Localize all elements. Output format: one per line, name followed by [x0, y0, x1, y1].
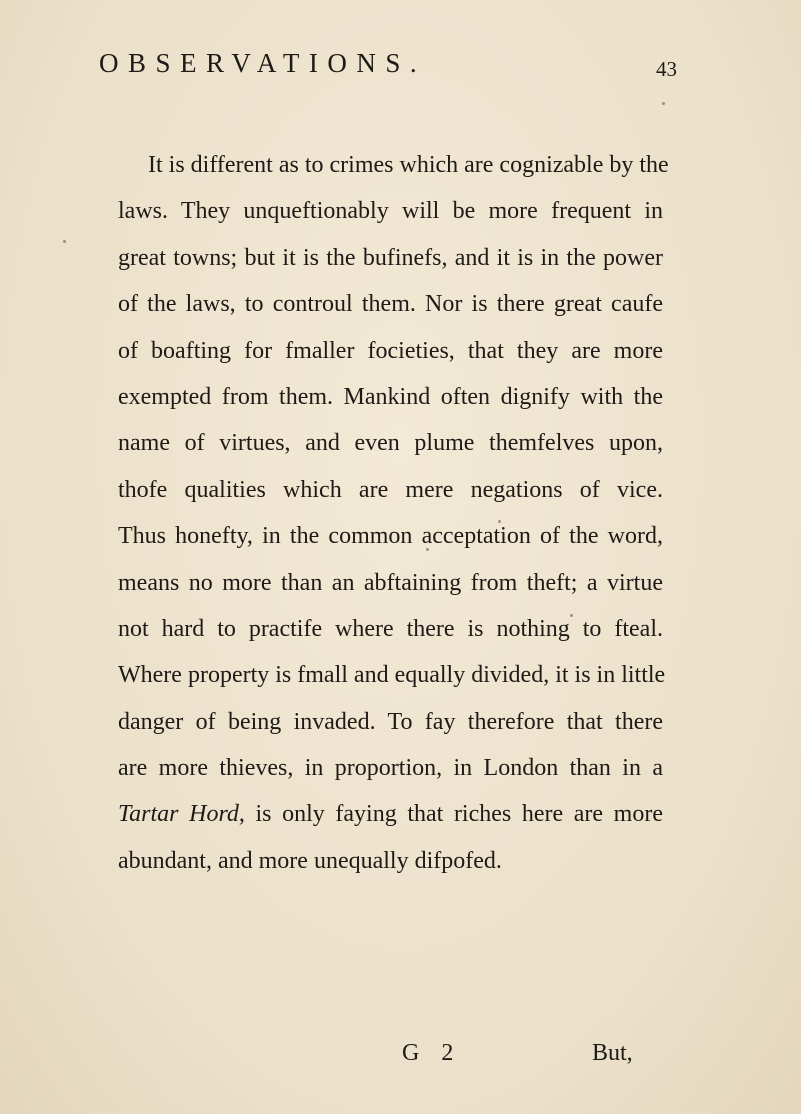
running-title: OBSERVATIONS. [99, 48, 427, 78]
text-line: thofe qualities which are mere negations of vice. [118, 476, 663, 503]
ink-speck [662, 102, 665, 105]
text-line: great towns; but it is the bufinefs, and it is in the power [118, 244, 663, 271]
ink-speck [426, 548, 429, 551]
signature-mark: G 2 [402, 1040, 462, 1066]
text-line: means no more than an abftaining from theft; a virtue [118, 569, 663, 596]
text-line: laws. They unqueftionably will be more frequent in [118, 198, 663, 225]
text-line: Thus honefty, in the common acceptation of the word, [118, 523, 663, 550]
ink-speck [570, 614, 573, 617]
page-number: 43 [656, 57, 677, 81]
text-line: of the laws, to controul them. Nor is there great caufe [118, 291, 663, 318]
text-line: Where property is fmall and equally divided, it is in little [118, 662, 666, 689]
running-head [0, 40, 801, 100]
catchword: But, [592, 1040, 633, 1066]
text-line: not hard to practife where there is nothing to fteal. [118, 615, 663, 642]
text-line: are more thieves, in proportion, in London than in a [118, 755, 663, 782]
text-line: of boafting for fmaller focieties, that they are more [118, 337, 663, 364]
italic-place-name: Tartar Hord [118, 801, 239, 828]
text-line: danger of being invaded. To fay therefore that there [118, 708, 663, 735]
text-line-rest: , is only faying that riches here are more [238, 801, 663, 828]
ink-speck [498, 520, 501, 523]
text-line: It is different as to crimes which are cognizable by the [148, 152, 669, 178]
page-footer [0, 1040, 801, 1080]
text-line: exempted from them. Mankind often dignify with the [118, 383, 663, 410]
body-text [118, 148, 669, 890]
text-line: name of virtues, and even plume themfelves upon, [118, 430, 663, 457]
text-line: abundant, and more unequally difpofed. [118, 847, 502, 874]
text-line-with-italic [118, 797, 663, 843]
ink-speck [63, 240, 66, 243]
